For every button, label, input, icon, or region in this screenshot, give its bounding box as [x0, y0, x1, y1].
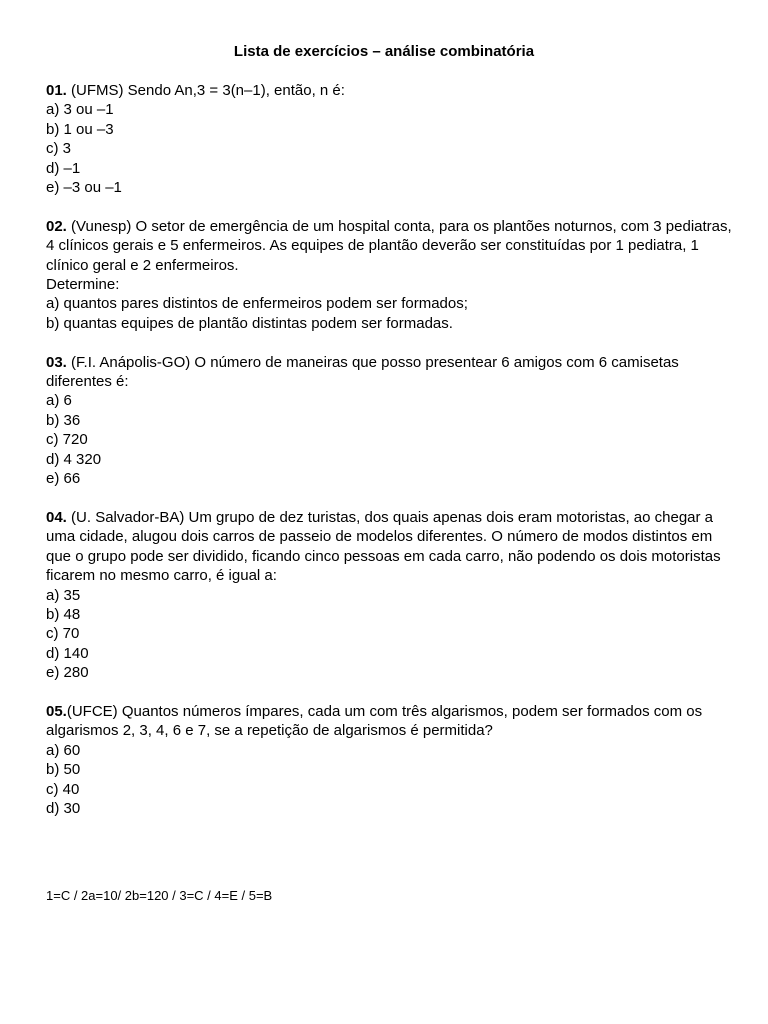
option-d: d) 140 — [46, 644, 89, 662]
question-number: 01. — [46, 82, 67, 99]
question-instruction: Determine: — [46, 276, 120, 294]
option-e: e) 66 — [46, 470, 81, 488]
option-a: a) 6 — [46, 392, 72, 410]
question-05 — [46, 702, 736, 818]
question-03 — [46, 353, 736, 489]
question-text: (F.I. Anápolis-GO) O número de maneiras que posso presentear 6 amigos com 6 camisetas diferentes é: — [46, 353, 679, 391]
answer-key: 1=C / 2a=10/ 2b=120 / 3=C / 4=E / 5=B — [46, 888, 273, 903]
question-statement — [46, 702, 736, 741]
question-text: (UFMS) Sendo An,3 = 3(n–1), então, n é: — [66, 82, 345, 99]
option-c: c) 70 — [46, 625, 80, 643]
option-b: b) 50 — [46, 761, 81, 779]
question-statement — [46, 217, 736, 275]
option-b: b) 48 — [46, 605, 81, 623]
option-b: b) quantas equipes de plantão distintas podem ser formadas. — [46, 314, 453, 332]
question-02 — [46, 217, 736, 333]
question-number: 03. — [46, 353, 67, 371]
question-text: (U. Salvador-BA) Um grupo de dez turistas, dos quais apenas dois eram motoristas, ao chegar a uma cidade, alugou dois carros de passeio de modelos diferentes. O número de modos distintos em que o grupo pode ser dividido, ficando cinco pessoas em cada carro, não podendo os dois motoristas ficarem no mesmo carro, é igual a: — [46, 508, 721, 585]
option-a: a) quantos pares distintos de enfermeiros podem ser formados; — [46, 295, 468, 313]
question-list — [46, 81, 736, 838]
question-statement — [46, 81, 736, 100]
option-a: a) 3 ou –1 — [46, 101, 114, 119]
question-statement — [46, 508, 736, 586]
document-title: Lista de exercícios – análise combinatória — [233, 43, 535, 60]
option-c: c) 720 — [46, 431, 88, 449]
question-number: 05. — [46, 702, 67, 720]
option-b: b) 36 — [46, 411, 81, 429]
question-statement — [46, 353, 736, 392]
option-c: c) 3 — [46, 140, 72, 158]
question-text: (Vunesp) O setor de emergência de um hospital conta, para os plantões noturnos, com 3 pediatras, 4 clínicos gerais e 5 enfermeiros. As equipes de plantão deverão ser constituídas por 1 pediatra, 1 clínico geral e 2 enfermeiros. — [46, 217, 732, 274]
question-text: (UFCE) Quantos números ímpares, cada um com três algarismos, podem ser formados com os algarismos 2, 3, 4, 6 e 7, se a repetição de algarismos é permitida? — [46, 702, 703, 740]
option-d: d) 30 — [46, 799, 81, 817]
question-04 — [46, 508, 736, 683]
option-c: c) 40 — [46, 780, 80, 798]
question-number: 02. — [46, 217, 67, 235]
option-d: d) 4 320 — [46, 450, 102, 468]
option-e: e) 280 — [46, 664, 89, 682]
question-01 — [46, 81, 736, 197]
option-e: e) –3 ou –1 — [46, 179, 122, 197]
option-b: b) 1 ou –3 — [46, 120, 114, 138]
question-number: 04. — [46, 508, 67, 526]
option-a: a) 35 — [46, 586, 81, 604]
option-a: a) 60 — [46, 741, 81, 759]
option-d: d) –1 — [46, 159, 81, 177]
